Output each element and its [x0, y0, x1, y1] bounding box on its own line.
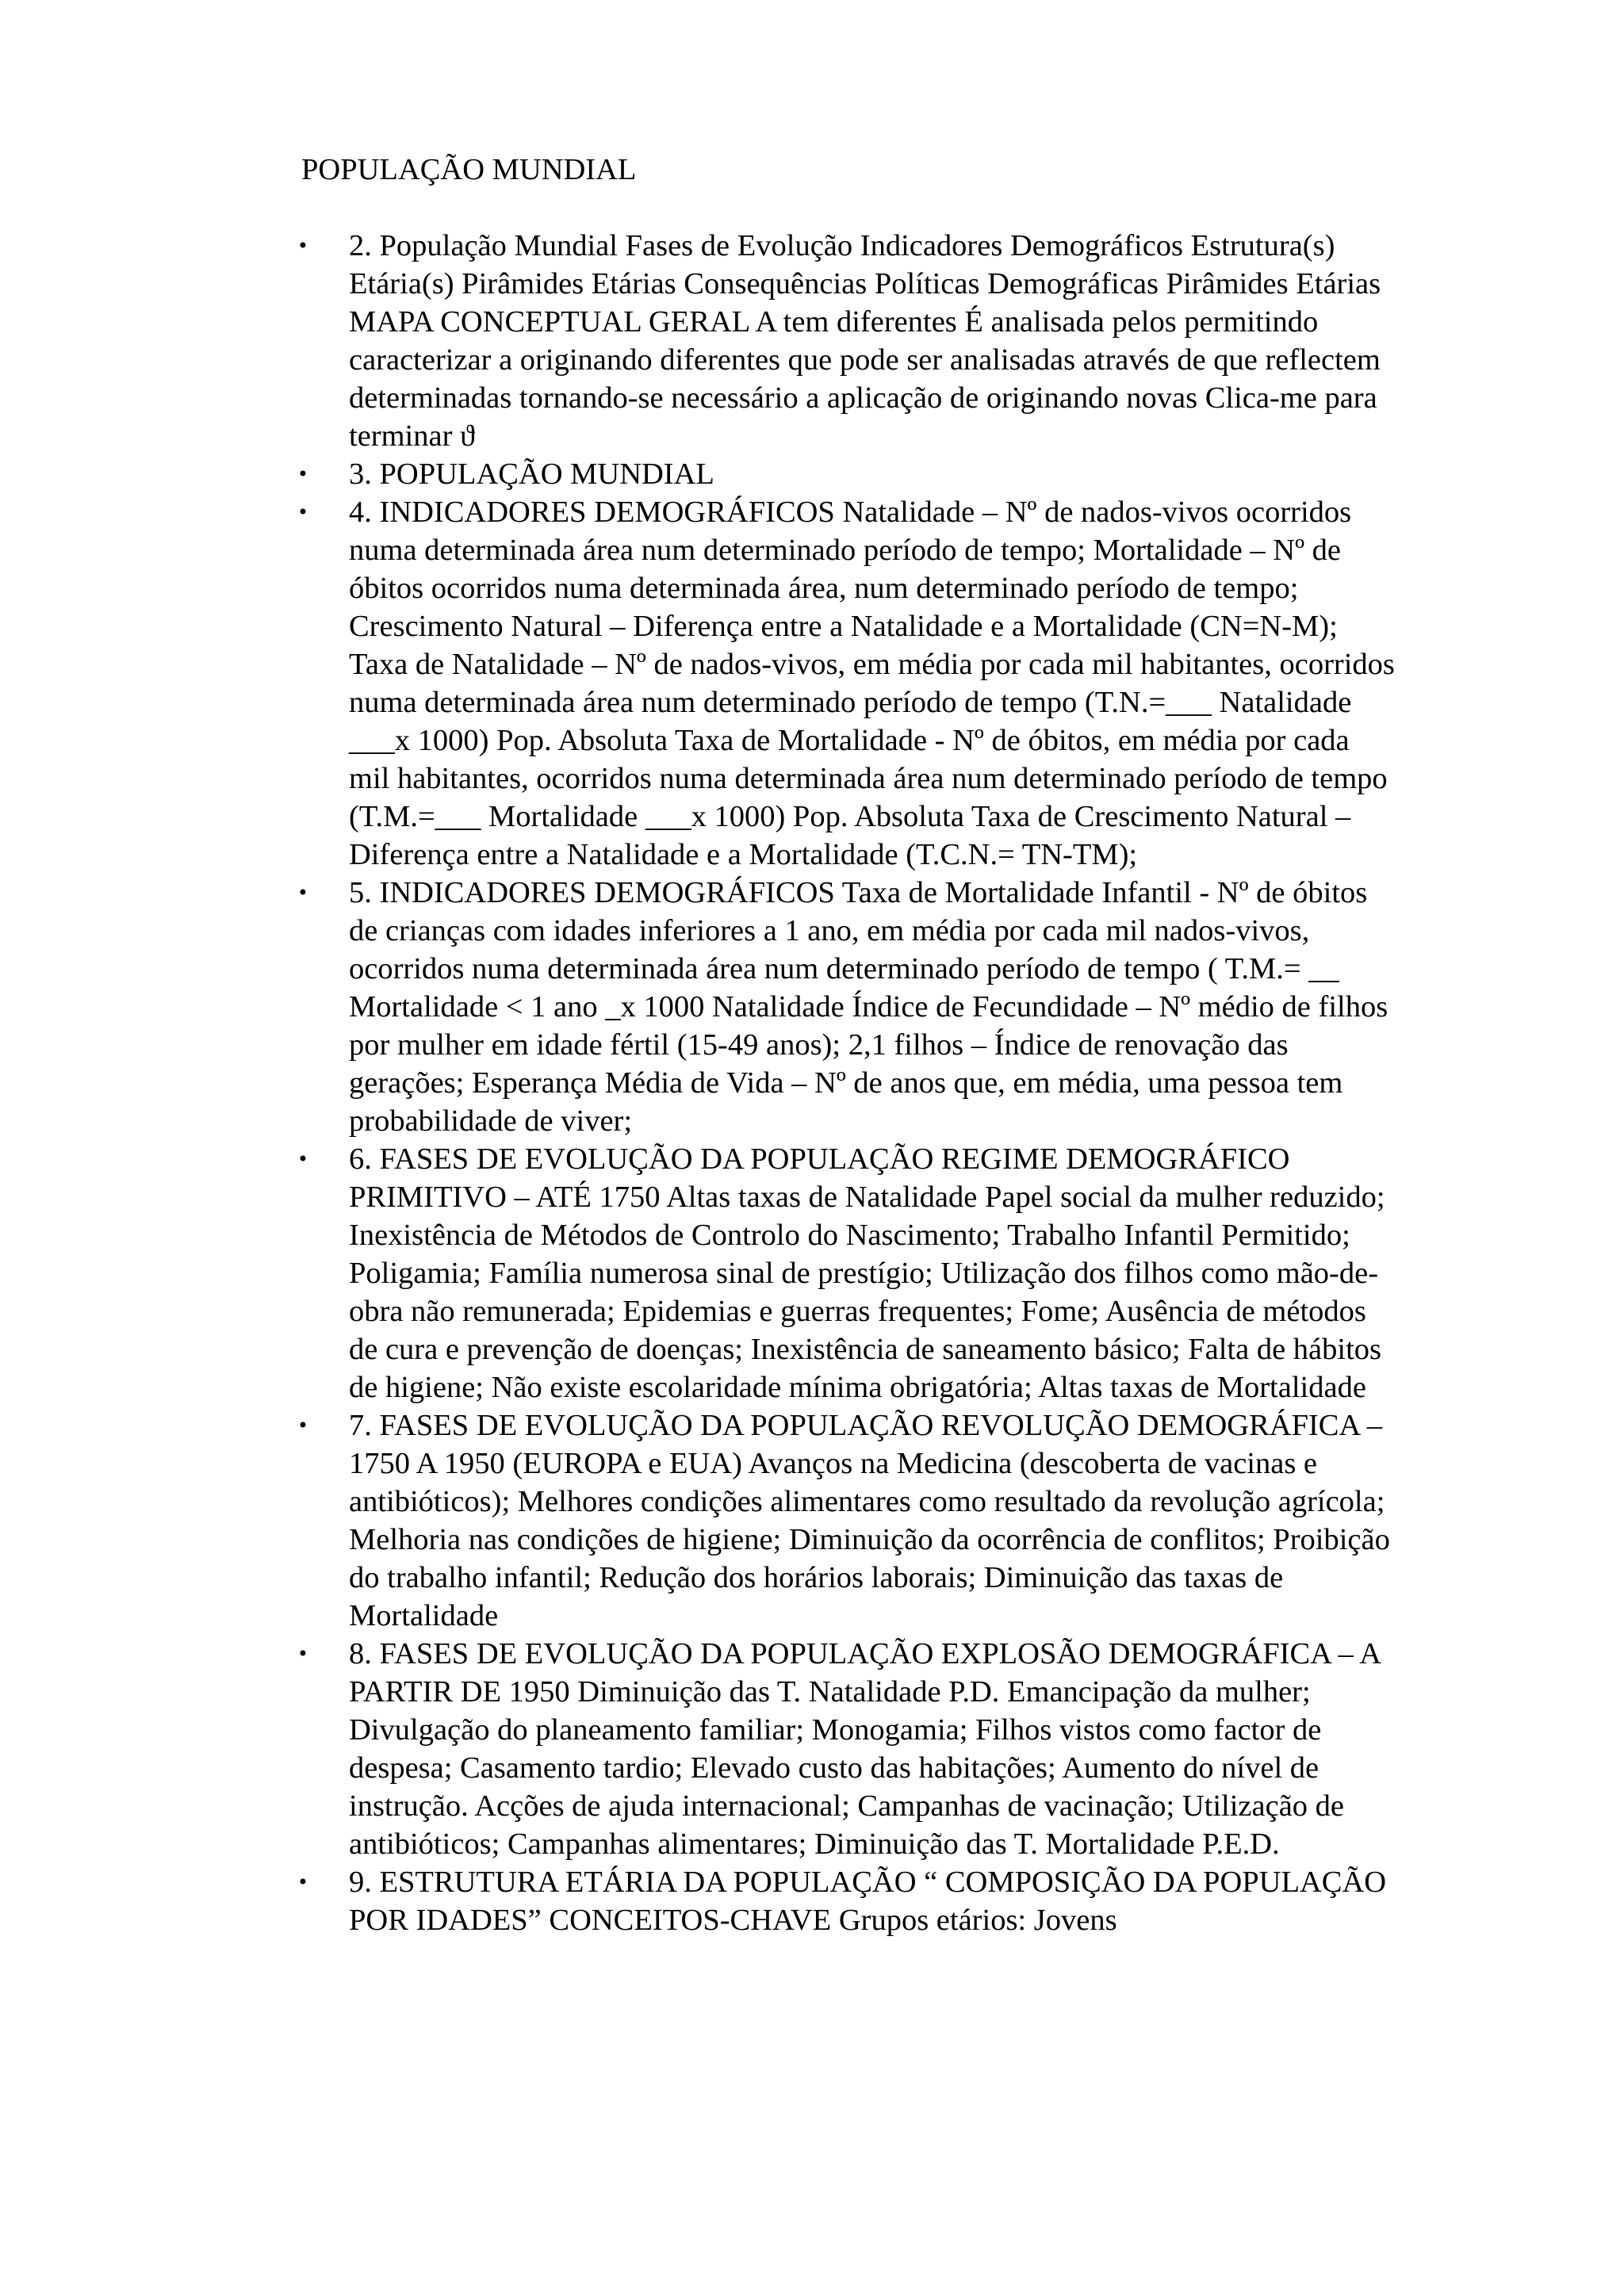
list-item: [297, 455, 1396, 493]
bullet-icon: •: [297, 1643, 309, 1665]
list-item: [297, 1863, 1396, 1939]
list-item: [297, 1406, 1396, 1635]
bullet-icon: •: [297, 501, 309, 523]
list-item-text: 8. FASES DE EVOLUÇÃO DA POPULAÇÃO EXPLOSÃO DEMOGRÁFICA – A PARTIR DE 1950 Diminuição das T. Natalidade P.D. Emancipação da mulher; Divulgação do planeamento familiar; Monogamia; Filhos vistos como factor de despesa; Casamento tardio; Elevado custo das habitações; Aumento do nível de instrução. Acções de ajuda internacional; Campanhas de vacinação; Utilização de antibióticos; Campanhas alimentares; Diminuição das T. Mortalidade P.E.D.: [349, 1637, 1380, 1861]
bullet-icon: •: [297, 1871, 309, 1893]
list-item-text: 2. População Mundial Fases de Evolução Indicadores Demográficos Estrutura(s) Etária(s) Pirâmides Etárias Consequências Políticas Demográficas Pirâmides Etárias MAPA CONCEPTUAL GERAL A tem diferentes É analisada pelos permitindo caracterizar a originando diferentes que pode ser analisadas através de que reflectem determinadas tornando-se necessário a aplicação de originando novas Clica-me para terminar ϑ: [349, 229, 1381, 453]
list-item-text: 7. FASES DE EVOLUÇÃO DA POPULAÇÃO REVOLUÇÃO DEMOGRÁFICA – 1750 A 1950 (EUROPA e EUA) Avanços na Medicina (descoberta de vacinas e antibióticos); Melhores condições alimentares como resultado da revolução agrícola; Melhoria nas condições de higiene; Diminuição da ocorrência de conflitos; Proibição do trabalho infantil; Redução dos horários laborais; Diminuição das taxas de Mortalidade: [349, 1409, 1390, 1632]
list-item-text: 3. POPULAÇÃO MUNDIAL: [349, 457, 714, 491]
list-item-text: 9. ESTRUTURA ETÁRIA DA POPULAÇÃO “ COMPOSIÇÃO DA POPULAÇÃO POR IDADES” CONCEITOS-CHAVE Grupos etários: Jovens: [349, 1866, 1387, 1937]
list-item-text: 5. INDICADORES DEMOGRÁFICOS Taxa de Mortalidade Infantil - Nº de óbitos de crianças com idades inferiores a 1 ano, em média por cada mil nados-vivos, ocorridos numa determinada área num determinado período de tempo ( T.M.= __ Mortalidade < 1 ano _x 1000 Natalidade Índice de Fecundidade – Nº médio de filhos por mulher em idade fértil (15-49 anos); 2,1 filhos – Índice de renovação das gerações; Esperança Média de Vida – Nº de anos que, em média, uma pessoa tem probabilidade de viver;: [349, 876, 1388, 1138]
list-item-text: 4. INDICADORES DEMOGRÁFICOS Natalidade – Nº de nados-vivos ocorridos numa determinada área num determinado período de tempo; Mortalidade – Nº de óbitos ocorridos numa determinada área, num determinado período de tempo; Crescimento Natural – Diferença entre a Natalidade e a Mortalidade (CN=N-M); Taxa de Natalidade – Nº de nados-vivos, em média por cada mil habitantes, ocorridos numa determinada área num determinado período de tempo (T.N.=___ Natalidade ___x 1000) Pop. Absoluta Taxa de Mortalidade - Nº de óbitos, em média por cada mil habitantes, ocorridos numa determinada área num determinado período de tempo (T.M.=___ Mortalidade ___x 1000) Pop. Absoluta Taxa de Crescimento Natural – Diferença entre a Natalidade e a Mortalidade (T.C.N.= TN-TM);: [349, 496, 1395, 871]
bullet-icon: •: [297, 1148, 309, 1170]
bullet-icon: •: [297, 235, 309, 257]
list-item: [297, 493, 1396, 874]
list-item: [297, 1140, 1396, 1406]
bullet-icon: •: [297, 1414, 309, 1437]
page-title: POPULAÇÃO MUNDIAL: [301, 153, 637, 186]
list-item-text: 6. FASES DE EVOLUÇÃO DA POPULAÇÃO REGIME DEMOGRÁFICO PRIMITIVO – ATÉ 1750 Altas taxas de Natalidade Papel social da mulher reduzido; Inexistência de Métodos de Controlo do Nascimento; Trabalho Infantil Permitido; Poligamia; Família numerosa sinal de prestígio; Utilização dos filhos como mão-de-obra não remunerada; Epidemias e guerras frequentes; Fome; Ausência de métodos de cura e prevenção de doenças; Inexistência de saneamento básico; Falta de hábitos de higiene; Não existe escolaridade mínima obrigatória; Altas taxas de Mortalidade: [349, 1142, 1385, 1404]
list-item: [297, 227, 1396, 455]
bullet-icon: •: [297, 882, 309, 904]
list-item: [297, 1635, 1396, 1863]
list-item: [297, 874, 1396, 1140]
bullet-icon: •: [297, 463, 309, 485]
bullet-list: [297, 227, 1396, 1939]
